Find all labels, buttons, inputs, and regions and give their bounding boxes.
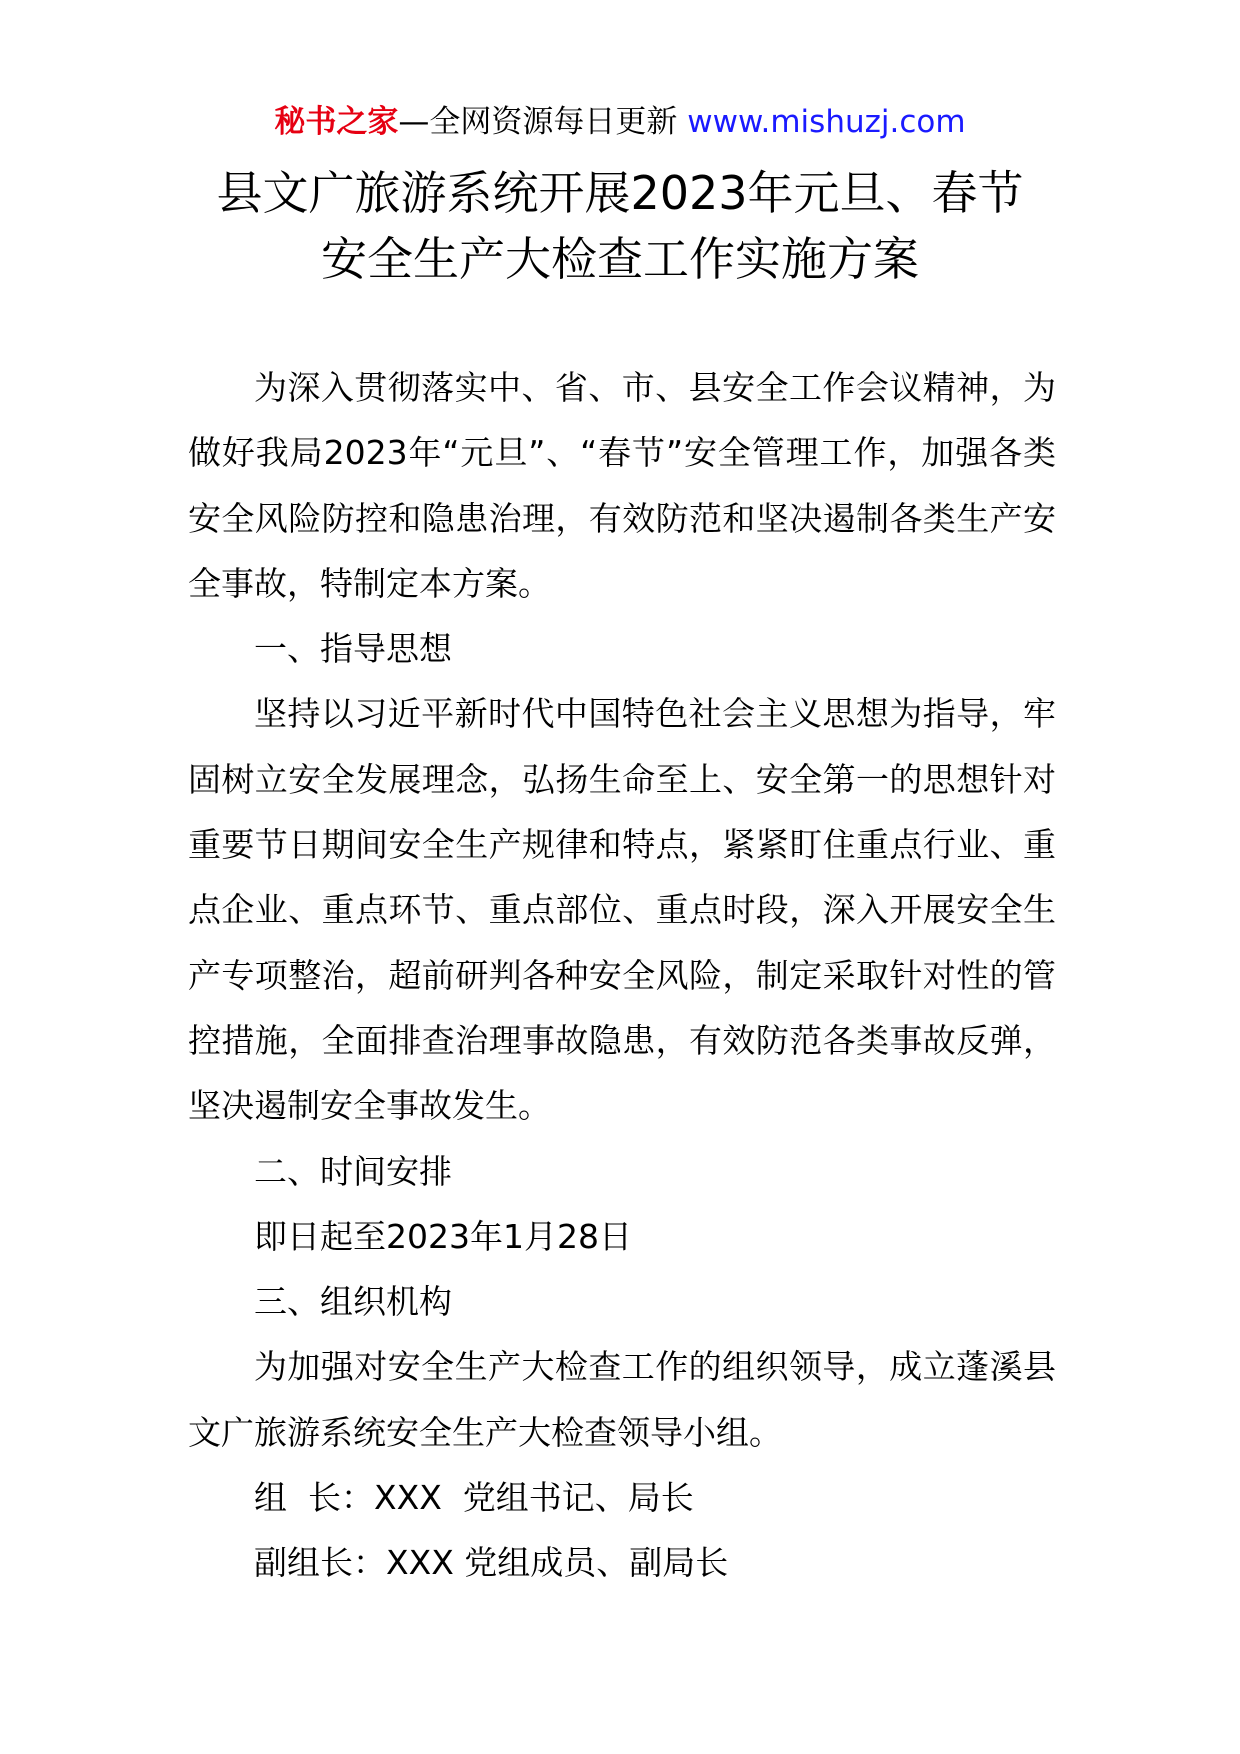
- section-heading-organization: 三、组织机构: [254, 1282, 452, 1322]
- site-brand: 秘书之家: [274, 104, 399, 140]
- document-body: [188, 355, 1056, 1596]
- schedule-paragraph: 即日起至2023年1月28日: [254, 1216, 632, 1256]
- section-heading-schedule: 二、时间安排: [254, 1151, 452, 1191]
- deputy-leader-line: 副组长：XXX 党组成员、副局长: [254, 1543, 729, 1583]
- site-url-link[interactable]: www.mishuzj.com: [687, 104, 966, 140]
- intro-paragraph: 为深入贯彻落实中、省、市、县安全工作会议精神，为做好我局2023年“元旦”、“春节”安全管理工作，加强各类安全风险防控和隐患治理，有效防范和坚决遏制各类生产安全事故，特制定本方案。: [188, 368, 1056, 603]
- title-line-2: 安全生产大检查工作实施方案: [321, 232, 919, 286]
- guiding-thought-paragraph: 坚持以习近平新时代中国特色社会主义思想为指导，牢固树立安全发展理念，弘扬生命至上、安全第一的思想针对重要节日期间安全生产规律和特点，紧紧盯住重点行业、重点企业、重点环节、重点部位、重点时段，深入开展安全生产专项整治，超前研判各种安全风险，制定采取针对性的管控措施，全面排查治理事故隐患，有效防范各类事故反弹，坚决遏制安全事故发生。: [188, 694, 1056, 1126]
- section-heading-guiding-thought: 一、指导思想: [254, 629, 452, 669]
- title-line-1: 县文广旅游系统开展2023年元旦、春节: [216, 166, 1024, 220]
- document-title: [0, 160, 1240, 292]
- leader-line: 组 长：XXX 党组书记、局长: [254, 1478, 694, 1518]
- site-slogan: —全网资源每日更新: [398, 104, 688, 140]
- site-header: [0, 102, 1240, 142]
- organization-paragraph: 为加强对安全生产大检查工作的组织领导，成立蓬溪县文广旅游系统安全生产大检查领导小组。: [188, 1347, 1056, 1452]
